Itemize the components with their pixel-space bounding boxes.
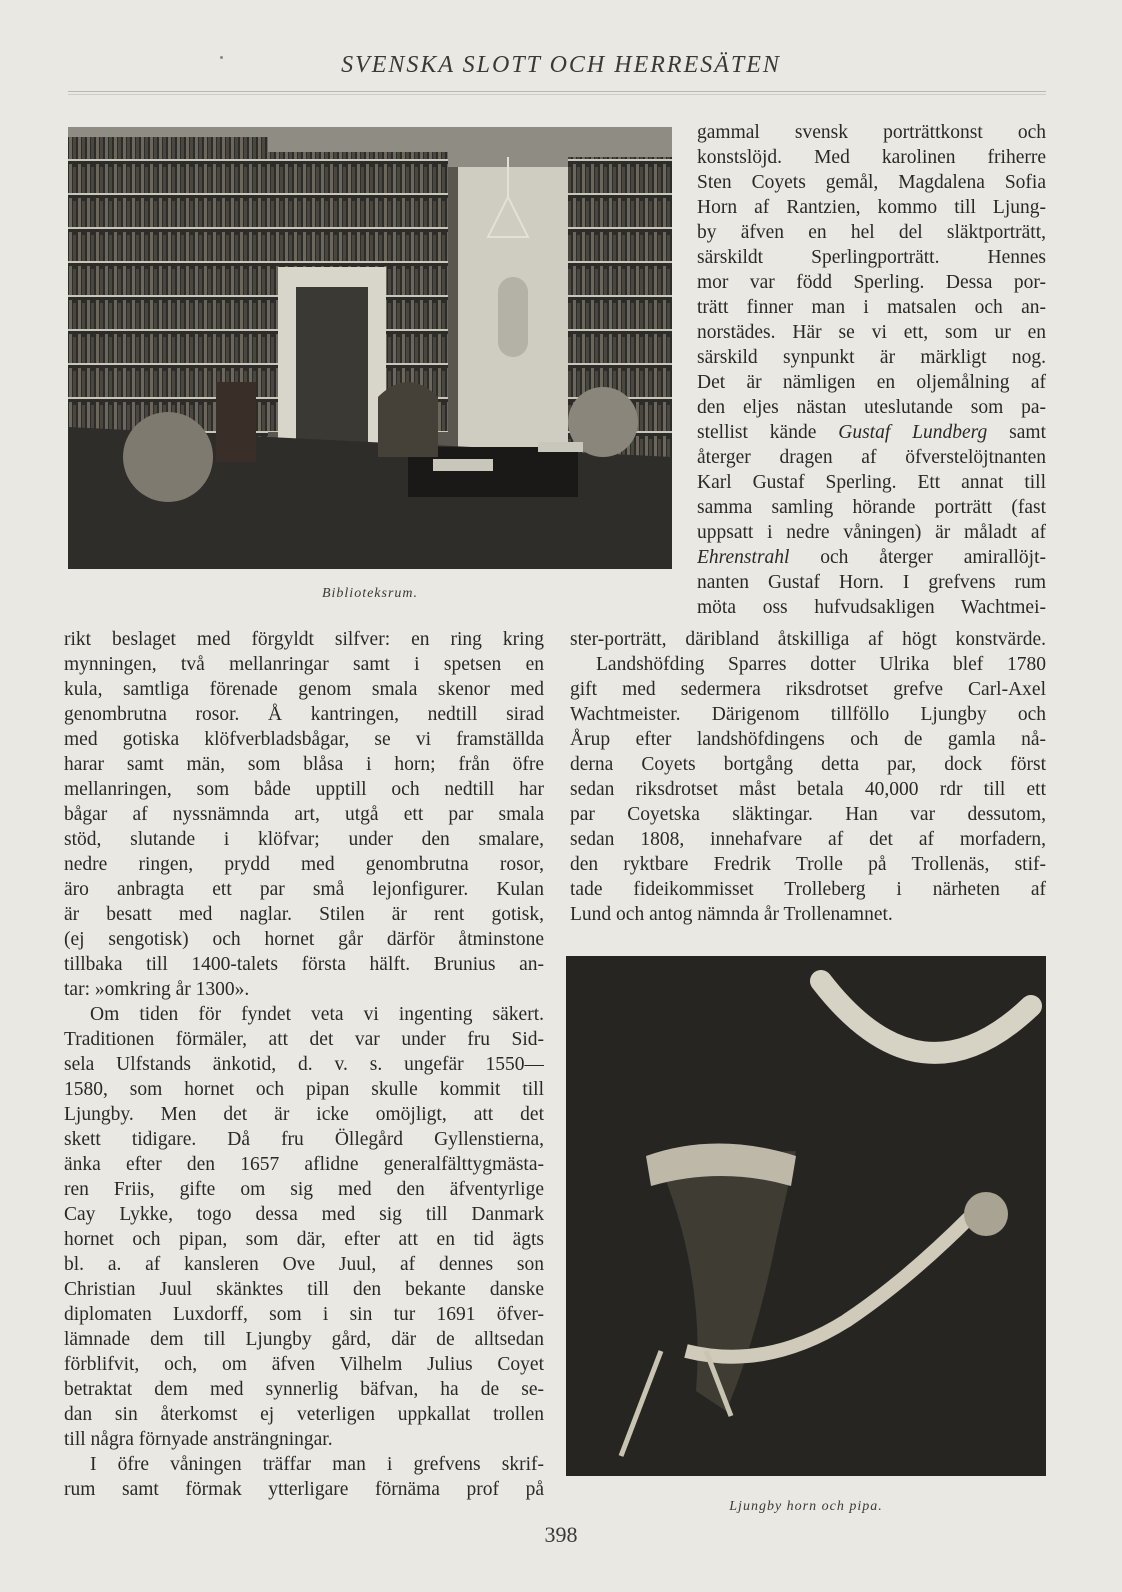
text-line: konstslöjd. Med karolinen friherre <box>697 147 1046 168</box>
text-segment: samt <box>1009 422 1046 443</box>
text-line: rum samt förmak ytterligare förnäma prof på <box>64 1479 544 1500</box>
artist-name: Ehrenstrahl <box>697 547 790 568</box>
left-column <box>64 627 544 1502</box>
text-line: återger dragen af öfverstelöjtnanten <box>697 447 1046 468</box>
text-line: gammal svensk porträttkonst och <box>697 122 1046 143</box>
text-line: äro anbragta ett par små lejonfigurer. Kulan <box>64 879 544 900</box>
text-line: sela Ulfstands änkotid, d. v. s. ungefär 1550— <box>64 1054 544 1075</box>
text-line: betraktat dem med synnerlig bäfvan, ha de se- <box>64 1379 544 1400</box>
text-line: den eljes nästan uteslutande som pa- <box>697 397 1046 418</box>
text-line: derna Coyets bortgång detta par, dock först <box>570 754 1046 775</box>
text-line: är besatt med naglar. Stilen är rent gotisk, <box>64 904 544 925</box>
text-line: Lund och antog nämnda år Trollenamnet. <box>570 904 893 925</box>
text-line: Om tiden för fyndet veta vi ingenting säkert. <box>90 1004 544 1025</box>
text-line: kula, samtliga förenade genom smala skenor med <box>64 679 544 700</box>
text-line: gift med sedermera riksdrotset grefve Carl-Axel <box>570 679 1046 700</box>
text-line: trätt finner man i matsalen och an- <box>697 297 1046 318</box>
text-line: diplomaten Luxdorff, som i sin tur 1691 öfver- <box>64 1304 544 1325</box>
text-line: genombrutna rosor. Å kantringen, nedtill sirad <box>64 704 544 725</box>
text-line: Christian Juul skänktes till den bekante danske <box>64 1279 544 1300</box>
text-segment: och återger amirallöjt- <box>820 547 1046 568</box>
text-line: ster-porträtt, däribland åtskilliga af högt konstvärde. <box>570 629 1046 650</box>
text-line: sedan riksdrotset måst betala 40,000 rdr till ett <box>570 779 1046 800</box>
text-line: rikt beslaget med förgyldt silfver: en ring kring <box>64 629 544 650</box>
text-line: särskildt Sperlingporträtt. Hennes <box>697 247 1046 268</box>
text-line: skett tidigare. Då fru Öllegård Gyllenstierna, <box>64 1129 544 1150</box>
text-line: dan sin återkomst ej veterligen uppkallat trollen <box>64 1404 544 1425</box>
text-line: änka efter den 1657 aflidne generalfälttygmästa- <box>64 1154 544 1175</box>
text-line: tar: »omkring år 1300». <box>64 979 250 1000</box>
text-line: norstädes. Här se vi ett, som ur en <box>697 322 1046 343</box>
text-line-mixed <box>697 545 1046 570</box>
library-illustration <box>68 127 672 569</box>
text-line: Det är nämligen en oljemålning af <box>697 372 1046 393</box>
text-line: till några förnyade ansträngningar. <box>64 1429 333 1450</box>
right-column-top <box>697 120 1046 620</box>
horn-illustration <box>566 956 1046 1476</box>
text-line: Karl Gustaf Sperling. Ett annat till <box>697 472 1046 493</box>
page-number: 398 <box>544 1522 578 1547</box>
header-rule-thin <box>68 94 1046 95</box>
text-line: samma samling hörande porträtt (fast <box>697 497 1046 518</box>
text-line: Ljungby. Men det är icke omöjligt, att det <box>64 1104 544 1125</box>
text-line: Årup efter landshöfdingens och de gamla nå- <box>570 729 1046 750</box>
text-line: hornet och pipan, som där, efter att en tid ägts <box>64 1229 544 1250</box>
text-line: Traditionen förmäler, att det var under fru Sid- <box>64 1029 544 1050</box>
text-line: nanten Gustaf Horn. I grefvens rum <box>697 572 1046 593</box>
text-line: Sten Coyets gemål, Magdalena Sofia <box>697 172 1046 193</box>
text-line: (ej sengotisk) och hornet går därför åtminstone <box>64 929 544 950</box>
text-line: by äfven en hel del släktporträtt, <box>697 222 1046 243</box>
right-column-body <box>570 627 1046 927</box>
text-line: nedre ringen, prydd med genombrutna rosor, <box>64 854 544 875</box>
horn-photo <box>566 956 1046 1476</box>
text-line: med gotiska klöfverbladsbågar, se vi framställda <box>64 729 544 750</box>
text-line: ren Friis, gifte om sig med den äfventyrlige <box>64 1179 544 1200</box>
text-line: tade fideikommisset Trolleberg i närheten af <box>570 879 1046 900</box>
text-line: bl. a. af kansleren Ove Juul, af dennes son <box>64 1254 544 1275</box>
running-title: SVENSKA SLOTT OCH HERRESÄTEN <box>341 52 781 78</box>
text-line: lämnade dem till Ljungby gård, där de alltsedan <box>64 1329 544 1350</box>
text-line-mixed <box>697 420 1046 445</box>
text-line: den ryktbare Fredrik Trolle på Trollenäs, stif- <box>570 854 1046 875</box>
text-line: uppsatt i nedre våningen) är måladt af <box>697 522 1046 543</box>
text-line: 1580, som hornet och pipan skulle kommit till <box>64 1079 544 1100</box>
header-rule <box>68 91 1046 92</box>
text-line: förblifvit, och, om äfven Vilhelm Julius Coyet <box>64 1354 544 1375</box>
text-line: sedan 1808, innehafvare af det af morfadern, <box>570 829 1046 850</box>
text-line: mynningen, två mellanringar samt i spetsen en <box>64 654 544 675</box>
text-line: tillbaka till 1400-talets första hälft. Brunius an- <box>64 954 544 975</box>
text-line: möta oss hufvudsakligen Wachtmei- <box>697 597 1046 618</box>
text-line: Cay Lykke, togo dessa med sig till Danmark <box>64 1204 544 1225</box>
library-photo <box>68 127 672 569</box>
text-line: mellanringen, som både upptill och nedtill har <box>64 779 544 800</box>
text-line: harar samt män, som blåsa i horn; från öfre <box>64 754 544 775</box>
text-line: par Coyetska släktingar. Han var dessutom, <box>570 804 1046 825</box>
library-caption: Biblioteksrum. <box>321 586 419 601</box>
text-line: I öfre våningen träffar man i grefvens skrif- <box>90 1454 544 1475</box>
text-line: Wachtmeister. Därigenom tillföllo Ljungby och <box>570 704 1046 725</box>
text-line: Horn af Rantzien, kommo till Ljung- <box>697 197 1046 218</box>
horn-caption: Ljungby horn och pipa. <box>729 1499 883 1514</box>
text-segment: stellist kände <box>697 422 817 443</box>
artist-name: Gustaf Lundberg <box>838 422 988 443</box>
text-line: mor var född Sperling. Dessa por- <box>697 272 1046 293</box>
text-line: särskild synpunkt är märkligt nog. <box>697 347 1046 368</box>
text-line: bågar af nyssnämnda art, utgå ett par smala <box>64 804 544 825</box>
text-line: Landshöfding Sparres dotter Ulrika blef 1780 <box>596 654 1046 675</box>
text-line: stöd, slutande i klöfvar; under den smalare, <box>64 829 544 850</box>
